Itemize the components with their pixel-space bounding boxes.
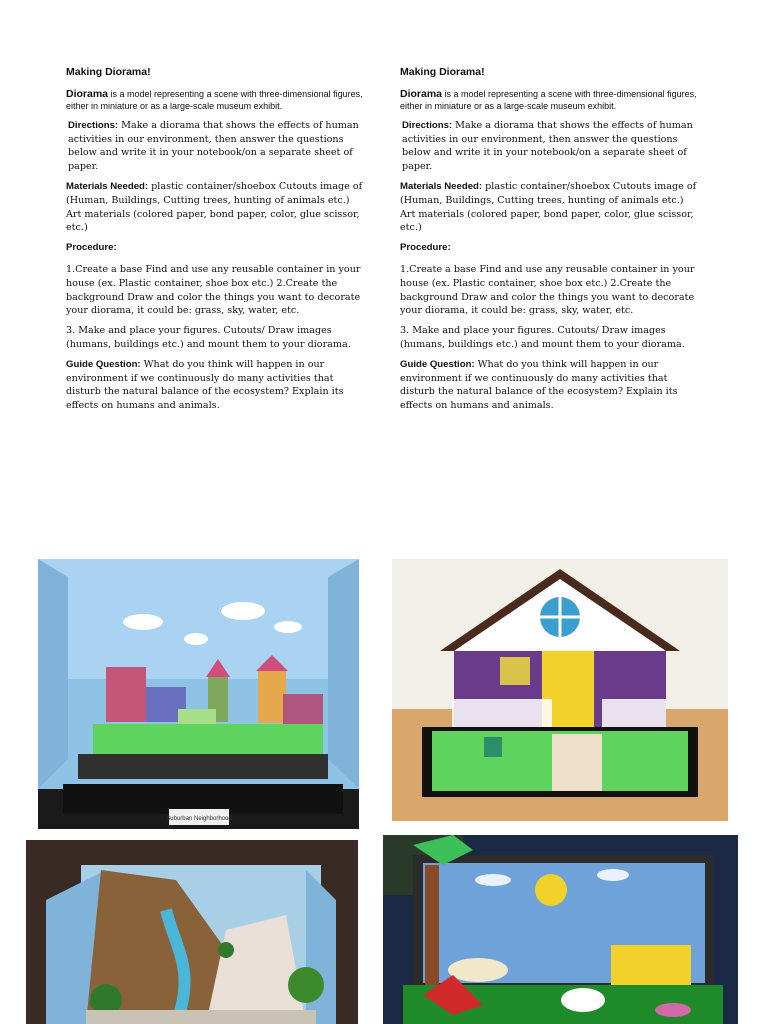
definition-text: is a model representing a scene with three-dimensional figures, either in miniature or as a large-scale museum exhibit.	[66, 88, 363, 112]
plaque-label: Suburban Neighborhood	[166, 816, 232, 822]
materials	[66, 180, 366, 235]
guide-question	[66, 358, 366, 413]
directions-text: Make a diorama that shows the effects of human activities in our environment, then answer the questions below and write it in your notebook/on a separate sheet of paper.	[402, 119, 693, 173]
directions-text: Make a diorama that shows the effects of human activities in our environment, then answer the questions below and write it in your notebook/on a separate sheet of paper.	[68, 119, 359, 173]
guide-label: Guide Question:	[400, 358, 475, 370]
worksheet-title: Making Diorama!	[400, 66, 485, 78]
directions-label: Directions:	[68, 119, 119, 131]
procedure-step-1-2: 1.Create a base Find and use any reusable container in your house (ex. Plastic container, shoe box etc.) 2.Create the background Draw and color the things you want to decorate your diorama, it could be: grass, sky, water, etc.	[66, 263, 361, 317]
guide-label: Guide Question:	[66, 358, 141, 370]
procedure-heading: Procedure:	[66, 242, 117, 254]
guide-text: What do you think will happen in our environment if we continuously do many activities that disturb the natural balance of the ecosystem? Explain its effects on humans and animals.	[66, 358, 344, 412]
worksheet-title: Making Diorama!	[66, 66, 151, 78]
procedure-step-3: 3. Make and place your figures. Cutouts/ Draw images (humans, buildings etc.) and mount them to your diorama.	[66, 325, 351, 350]
house-diorama-photo	[392, 559, 728, 821]
definition-term: Diorama	[400, 87, 443, 100]
materials-label: Materials Needed:	[66, 180, 149, 192]
materials	[400, 180, 700, 235]
worksheet-right	[400, 66, 700, 419]
directions	[400, 119, 700, 174]
worksheet-left	[66, 66, 366, 419]
procedure-step-3: 3. Make and place your figures. Cutouts/ Draw images (humans, buildings etc.) and mount them to your diorama.	[400, 325, 685, 350]
procedure-step-1-2: 1.Create a base Find and use any reusable container in your house (ex. Plastic container, shoe box etc.) 2.Create the background Draw and color the things you want to decorate your diorama, it could be: grass, sky, water, etc.	[400, 263, 695, 317]
guide-text: What do you think will happen in our environment if we continuously do many activities that disturb the natural balance of the ecosystem? Explain its effects on humans and animals.	[400, 358, 678, 412]
materials-text: plastic container/shoebox Cutouts image of (Human, Buildings, Cutting trees, hunting of animals etc.) Art materials (colored paper, bond paper, color, glue scissor, etc.)	[66, 180, 363, 234]
definition	[66, 88, 366, 113]
materials-label: Materials Needed:	[400, 180, 483, 192]
definition-text: is a model representing a scene with three-dimensional figures, either in miniature or as a large-scale museum exhibit.	[400, 88, 697, 112]
procedure-heading: Procedure:	[400, 242, 451, 254]
directions-label: Directions:	[402, 119, 453, 131]
materials-text: plastic container/shoebox Cutouts image of (Human, Buildings, Cutting trees, hunting of animals etc.) Art materials (colored paper, bond paper, color, glue scissor, etc.)	[400, 180, 697, 234]
neighborhood-diorama-photo	[38, 559, 359, 829]
mountain-diorama-photo	[26, 840, 358, 1024]
definition	[400, 88, 700, 113]
guide-question	[400, 358, 700, 413]
animals-diorama-photo	[383, 835, 738, 1024]
directions	[66, 119, 366, 174]
definition-term: Diorama	[66, 87, 109, 100]
